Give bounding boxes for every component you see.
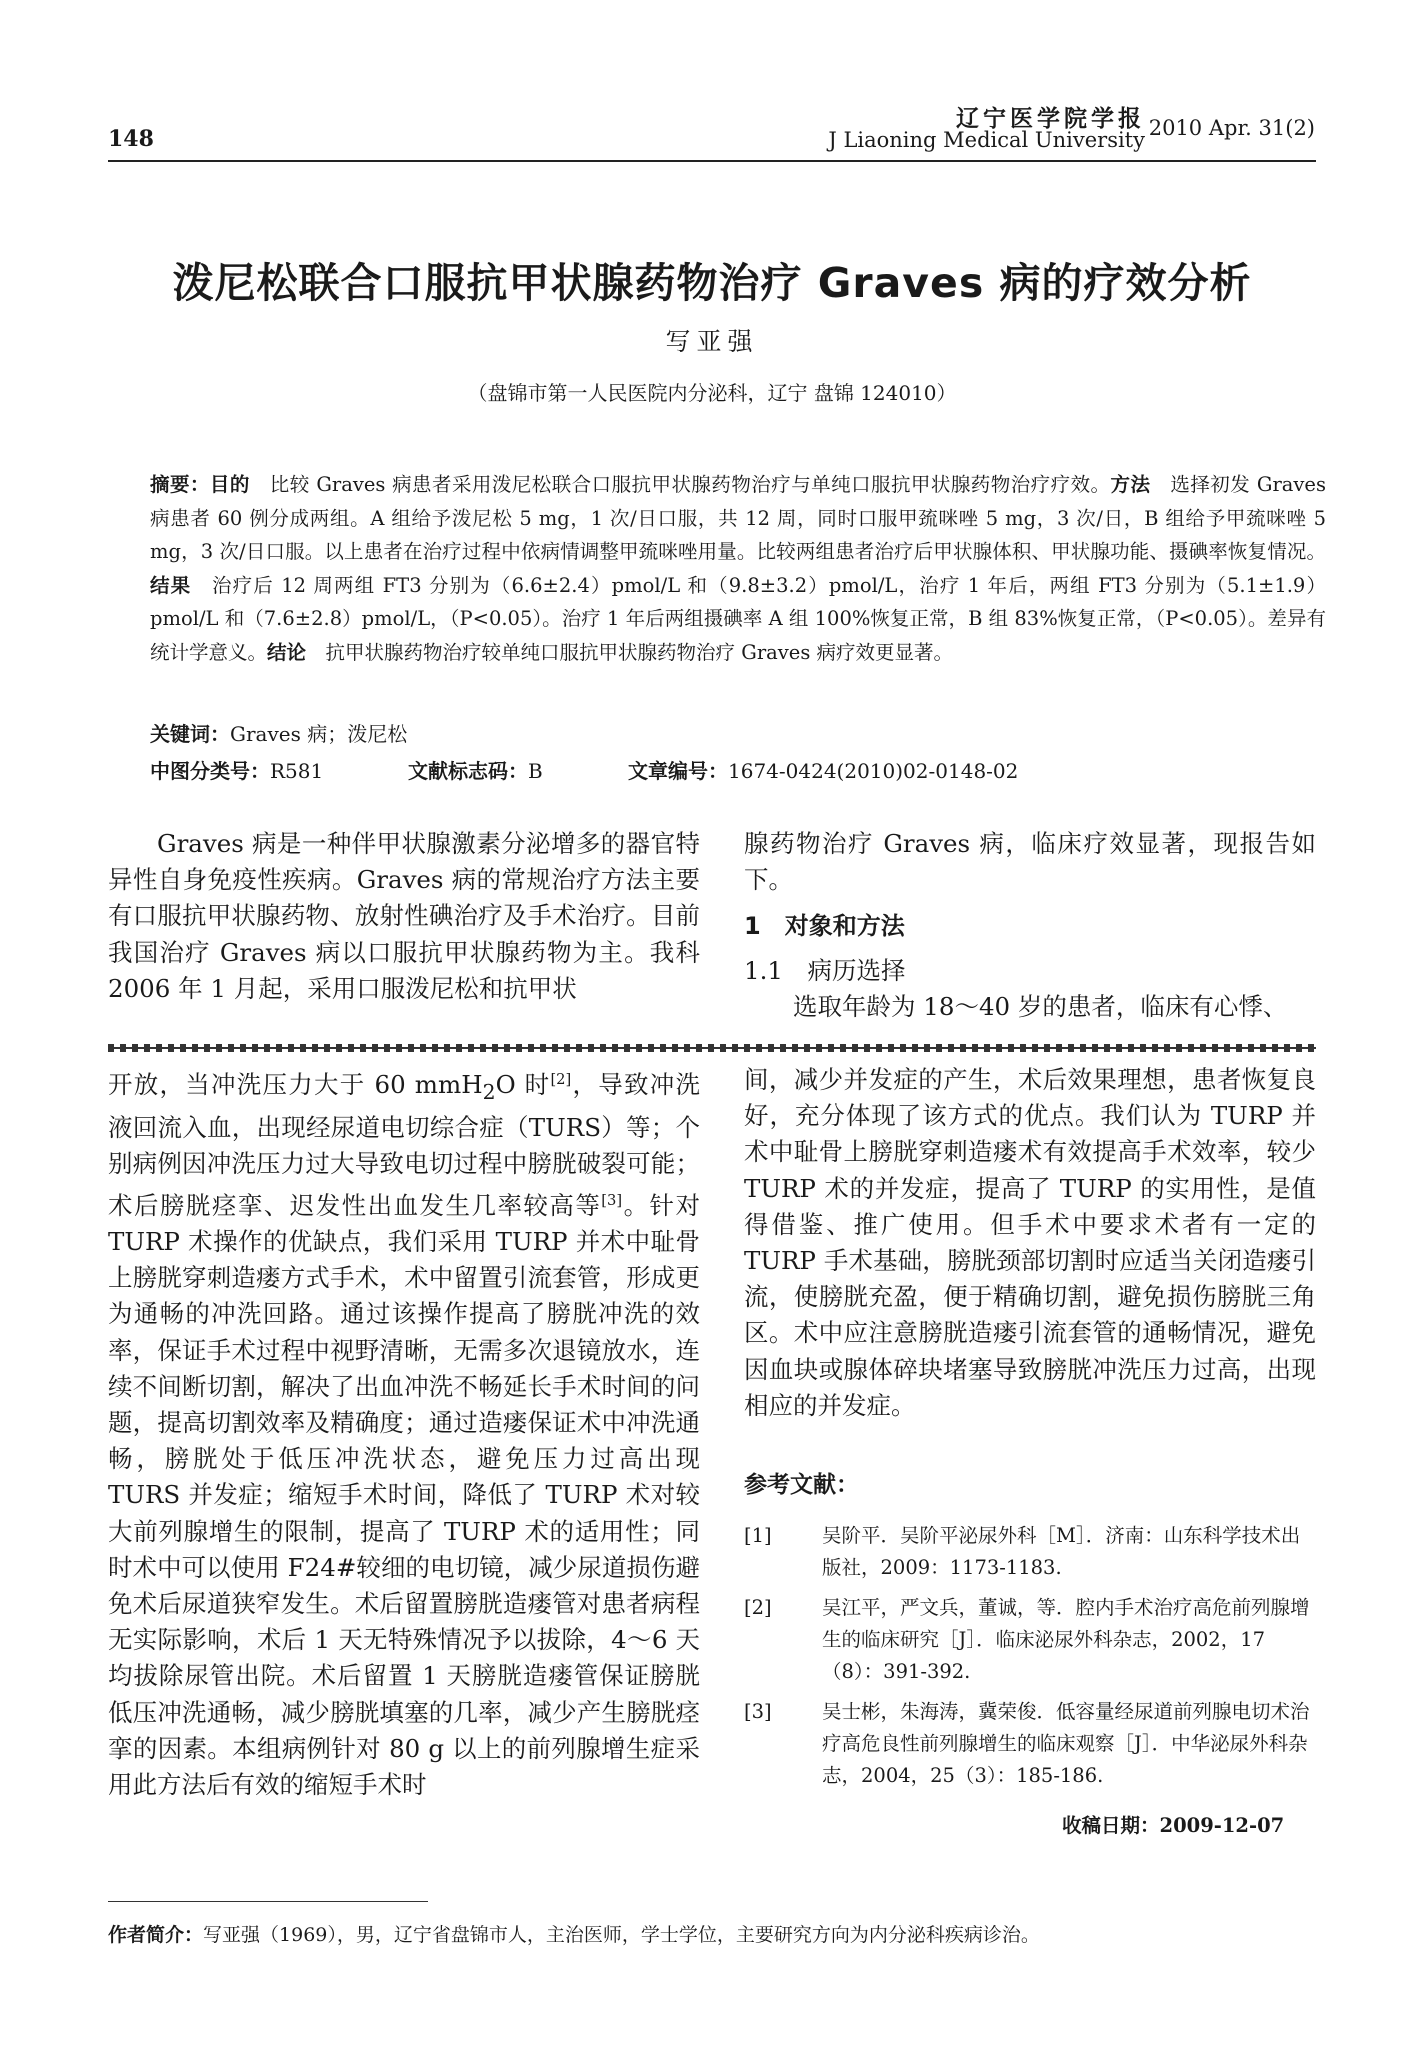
reference-item: [1] 吴阶平．吴阶平泌尿外科［M］．济南：山东科学技术出版社，2009：1173-1183. xyxy=(744,1524,1301,1579)
journal-issue: 2010 Apr. 31(2) xyxy=(1148,116,1315,140)
keywords xyxy=(150,718,407,747)
methods-label: 方法 xyxy=(1110,473,1151,496)
intro-right-first: 腺药物治疗 Graves 病，临床疗效显著，现报告如下。 xyxy=(744,829,1316,895)
intro-left-column xyxy=(108,826,700,1007)
section-divider-line xyxy=(108,1047,1316,1049)
intro-right-last: 选取年龄为 18～40 岁的患者，临床有心悸、 xyxy=(793,991,1288,1021)
header-rule xyxy=(108,160,1316,162)
citation-3[interactable]: [3] xyxy=(601,1191,623,1209)
article-author: 写亚强 xyxy=(665,327,759,356)
received-date: 收稿日期：2009-12-07 xyxy=(1062,1814,1285,1837)
body-left-column xyxy=(108,1062,700,1803)
article-affiliation: （盘锦市第一人民医院内分泌科，辽宁 盘锦 124010） xyxy=(467,381,957,405)
footnote-text: 写亚强（1969），男，辽宁省盘锦市人，主治医师，学士学位，主要研究方向为内分泌科疾病诊治。 xyxy=(203,1924,1040,1946)
doc-label: 文献标志码： xyxy=(408,759,528,783)
results-text: 治疗后 12 周两组 FT3 分别为（6.6±2.4）pmol/L 和（9.8±3.2）pmol/L，治疗 1 年后，两组 FT3 分别为（5.1±1.9）pmol/L 和（7.6±2.8）pmol/L，（P<0.05）。治疗 1 年后两组摄碘率 A 组 100%恢复正常，B 组 83%恢复正常，（P<0.05）。差异有统计学意义。 xyxy=(150,573,1326,664)
body-right-column xyxy=(744,1062,1316,1424)
clc-value: R581 xyxy=(270,759,324,783)
body-left-paragraph: 开放，当冲洗压力大于 60 mmH$_2$O 时[2]，导致冲洗液回流入血，出现经尿道电切综合症（TURS）等；个别病例因冲洗压力过大导致电切过程中膀胱破裂可能；术后膀胱痉挛、迟发性出血发生几率较高等[3]。针对 TURP 术操作的优缺点，我们采用 TURP 并术中耻骨上膀胱穿刺造瘘方式手术，术中留置引流套管，形成更为通畅的冲洗回路。通过该操作提高了膀胱冲洗的效率，保证手术过程中视野清晰，无需多次退镜放水，连续不间断切割，解决了出血冲洗不畅延长手术时间的问题，提高切割效率及精确度；通过造瘘保证术中冲洗通畅，膀胱处于低压冲洗状态，避免压力过高出现 TURS 并发症；缩短手术时间，降低了 TURP 术对较大前列腺增生的限制，提高了 TURP 术的适用性；同时术中可以使用 F24#较细的电切镜，减少尿道损伤避免术后尿道狭窄发生。术后留置膀胱造瘘管对患者病程无实际影响，术后 1 天无特殊情况予以拔除，4～6 天均拔除尿管出院。术后留置 1 天膀胱造瘘管保证膀胱低压冲洗通畅，减少膀胱填塞的几率，减少产生膀胱痉挛的因素。本组病例针对 80 g 以上的前列腺增生症采用此方法后有效的缩短手术时 xyxy=(108,1070,700,1800)
purpose-label: 目的 xyxy=(209,473,250,496)
footnote-label: 作者简介： xyxy=(108,1924,204,1946)
clc-label: 中图分类号： xyxy=(150,759,270,783)
methods-text: 选择初发 Graves 病患者 60 例分成两组。A 组给予泼尼松 5 mg，1 次/日口服，共 12 周，同时口服甲巯咪唑 5 mg，3 次/日，B 组给予甲巯咪唑 5 mg，3 次/日口服。以上患者在治疗过程中依病情调整甲巯咪唑用量。比较两组患者治疗后甲状腺体积、甲状腺功能、摄碘率恢复情况。 xyxy=(150,473,1326,563)
article-number xyxy=(628,755,1018,784)
body-right-paragraph: 间，减少并发症的产生，术后效果理想，患者恢复良好，充分体现了该方式的优点。我们认为 TURP 并术中耻骨上膀胱穿刺造瘘术有效提高手术效率，较少 TURP 术的并发症，提高了 TURP 的实用性，是值得借鉴、推广使用。但手术中要求术者有一定的 TURP 手术基础，膀胱颈部切割时应适当关闭造瘘引流，使膀胱充盈，便于精确切割，避免损伤膀胱三角区。术中应注意膀胱造瘘引流套管的通畅情况，避免因血块或腺体碎块堵塞导致膀胱冲洗压力过高，出现相应的并发症。 xyxy=(744,1065,1316,1420)
reference-item: [3] 吴士彬，朱海涛，冀荣俊．低容量经尿道前列腺电切术治疗高危良性前列腺增生的临床观察［J］．中华泌尿外科杂志，2004，25（3）：185-186. xyxy=(744,1700,1310,1787)
doc-value: B xyxy=(528,759,543,783)
keywords-value: Graves 病；泼尼松 xyxy=(230,722,408,746)
abstract-label: 摘要： xyxy=(150,473,210,496)
footnote-rule xyxy=(108,1901,428,1902)
doc-code xyxy=(408,755,543,784)
citation-2[interactable]: [2] xyxy=(550,1071,572,1088)
author-footnote xyxy=(108,1920,1040,1947)
clc-number xyxy=(150,755,323,784)
journal-title-en: J Liaoning Medical University xyxy=(828,128,1145,152)
intro-left-text: Graves 病是一种伴甲状腺激素分泌增多的器官特异性自身免疫性疾病。Graves 病的常规治疗方法主要有口服抗甲状腺药物、放射性碘治疗及手术治疗。目前我国治疗 Graves 病以口服抗甲状腺药物为主。我科 2006 年 1 月起，采用口服泼尼松和抗甲状 xyxy=(108,829,700,1003)
article-number-value: 1674-0424(2010)02-0148-02 xyxy=(728,759,1019,783)
page-number: 148 xyxy=(108,126,154,152)
article-title: 泼尼松联合口服抗甲状腺药物治疗 Graves 病的疗效分析 xyxy=(172,259,1252,307)
section-1-title: 1 对象和方法 xyxy=(744,912,905,941)
journal-title-cn: 辽宁医学院学报 xyxy=(956,105,1145,132)
abstract xyxy=(150,468,1326,669)
reference-item: [2] 吴江平，严文兵，董诚，等．腔内手术治疗高危前列腺增生的临床研究［J］．临床泌尿外科杂志，2002，17（8）：391-392. xyxy=(744,1596,1310,1683)
references-list xyxy=(744,1520,1316,1792)
section-1-1-title: 1.1 病历选择 xyxy=(744,955,906,985)
references-heading: 参考文献： xyxy=(744,1472,859,1498)
intro-right-column xyxy=(744,826,1316,1025)
keywords-label: 关键词： xyxy=(150,722,230,746)
conclusion-label: 结论 xyxy=(267,640,307,664)
conclusion-text: 抗甲状腺药物治疗较单纯口服抗甲状腺药物治疗 Graves 病疗效更显著。 xyxy=(325,640,954,664)
purpose-text: 比较 Graves 病患者采用泼尼松联合口服抗甲状腺药物治疗与单纯口服抗甲状腺药物治疗疗效。 xyxy=(269,473,1111,496)
article-number-label: 文章编号： xyxy=(628,759,728,783)
results-label: 结果 xyxy=(150,573,192,597)
